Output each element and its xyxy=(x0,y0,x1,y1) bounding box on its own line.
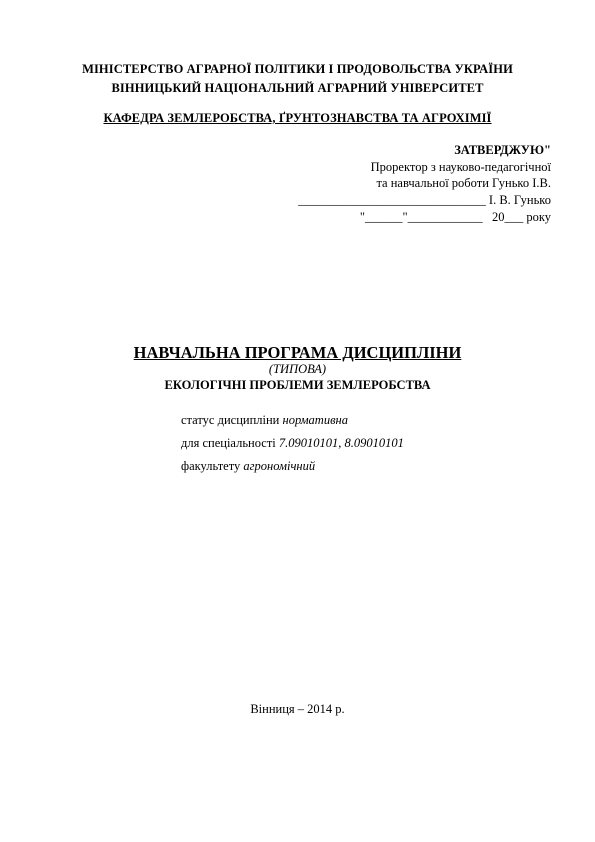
approval-heading: ЗАТВЕРДЖУЮ" xyxy=(454,143,551,157)
specialty-label: для спеціальності xyxy=(181,436,279,450)
place-and-year: Вінниця – 2014 р. xyxy=(250,702,345,716)
discipline-specialty xyxy=(181,436,404,451)
approval-position-line2: та навчальної роботи Гунько І.В. xyxy=(376,176,551,190)
faculty-label: факультету xyxy=(181,459,244,473)
status-value: нормативна xyxy=(282,413,348,427)
discipline-name: ЕКОЛОГІЧНІ ПРОБЛЕМИ ЗЕМЛЕРОБСТВА xyxy=(164,378,431,392)
discipline-faculty xyxy=(181,459,315,474)
faculty-value: агрономічний xyxy=(243,459,316,473)
approval-signature-line: ______________________________ І. В. Гунько xyxy=(298,193,551,207)
specialty-value: 7.09010101, 8.09010101 xyxy=(278,436,404,450)
university-name: ВІННИЦЬКИЙ НАЦІОНАЛЬНИЙ АГРАРНИЙ УНІВЕРСИТЕТ xyxy=(111,81,484,95)
department-name: КАФЕДРА ЗЕМЛЕРОБСТВА, ҐРУНТОЗНАВСТВА ТА АГРОХІМІЇ xyxy=(103,111,492,125)
program-title: НАВЧАЛЬНА ПРОГРАМА ДИСЦИПЛІНИ xyxy=(133,343,462,362)
program-type: (ТИПОВА) xyxy=(268,362,327,376)
status-label: статус дисципліни xyxy=(181,413,283,427)
approval-position-line1: Проректор з науково-педагогічної xyxy=(370,160,551,174)
discipline-status xyxy=(181,413,348,428)
approval-date-line: "______"____________ 20___ року xyxy=(359,210,551,224)
ministry-name: МІНІСТЕРСТВО АГРАРНОЇ ПОЛІТИКИ І ПРОДОВОЛЬСТВА УКРАЇНИ xyxy=(82,62,513,76)
